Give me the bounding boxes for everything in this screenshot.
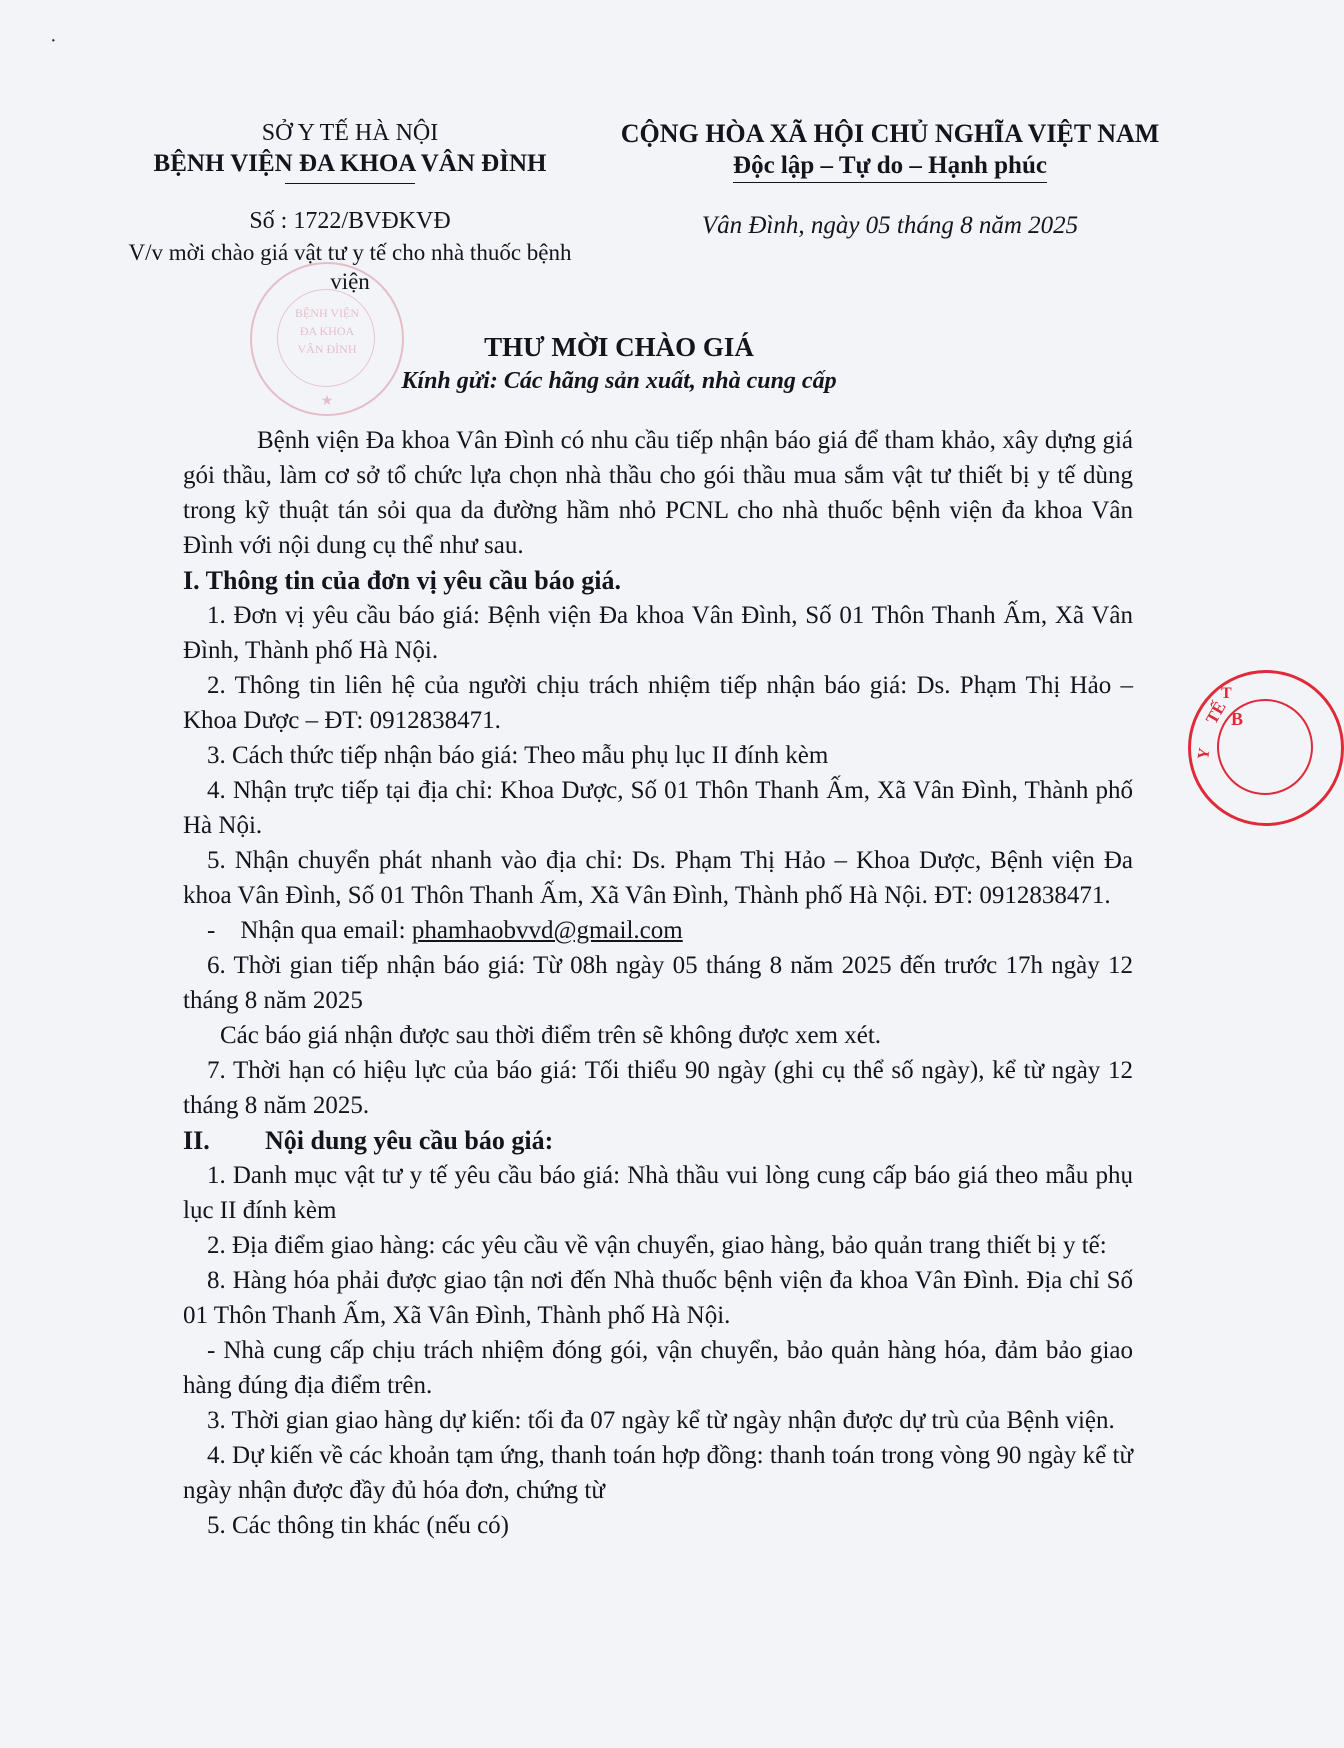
department-name: SỞ Y TẾ HÀ NỘI [261,120,439,146]
section-1-item: 2. Thông tin liên hệ của người chịu trách nhiệm tiếp nhận báo giá: Ds. Phạm Thị Hảo – Khoa Dược – ĐT: 0912838471. [183,672,1133,734]
section-2-item: 3. Thời gian giao hàng dự kiến: tối đa 07 ngày kể từ ngày nhận được dự trù của Bệnh viện. [207,1407,1115,1434]
letter-title: THƯ MỜI CHÀO GIÁ [484,332,754,362]
section-1-item: 6. Thời gian tiếp nhận báo giá: Từ 08h ngày 05 tháng 8 năm 2025 đến trước 17h ngày 12 tháng 8 năm 2025 [183,952,1133,1014]
section-2-item: 5. Các thông tin khác (nếu có) [207,1512,509,1539]
title-block [0,330,1238,396]
place-date: Vân Đình, ngày 05 tháng 8 năm 2025 [701,212,1079,239]
section-2-item: 8. Hàng hóa phải được giao tận nơi đến Nhà thuốc bệnh viện đa khoa Vân Đình. Địa chỉ Số 01 Thôn Thanh Ấm, Xã Vân Đình, Thành phố Hà Nội. [183,1267,1133,1329]
letter-body [183,423,1133,1543]
nation-title: CỘNG HÒA XÃ HỘI CHỦ NGHĨA VIỆT NAM [620,119,1160,148]
national-motto: Độc lập – Tự do – Hạnh phúc [733,150,1047,183]
header-right [590,118,1190,241]
scan-speck: · [50,30,57,52]
section-2-item: 4. Dự kiến về các khoản tạm ứng, thanh toán hợp đồng: thanh toán trong vòng 90 ngày kể từ ngày nhận được đầy đủ hóa đơn, chứng từ [183,1442,1133,1504]
intro-paragraph: Bệnh viện Đa khoa Vân Đình có nhu cầu tiếp nhận báo giá để tham khảo, xây dựng giá gói thầu, làm cơ sở tổ chức lựa chọn nhà thầu cho gói thầu mua sắm vật tư thiết bị y tế dùng trong kỹ thuật tán sỏi qua da đường hầm nhỏ PCNL cho nhà thuốc bệnh viện đa khoa Vân Đình với nội dung cụ thể như sau. [183,427,1133,559]
section-1-heading: I. Thông tin của đơn vị yêu cầu báo giá. [183,566,621,595]
faint-seal-text: BỆNH VIỆN ĐA KHOA VÂN ĐÌNH [294,306,360,356]
red-seal-stamp: T TẾ B Y [1188,670,1344,826]
email-line: - Nhận qua email: phamhaobvvd@gmail.com [207,917,683,944]
header-left-rule [285,183,415,184]
section-1-item: 1. Đơn vị yêu cầu báo giá: Bệnh viện Đa khoa Vân Đình, Số 01 Thôn Thanh Ấm, Xã Vân Đình, Thành phố Hà Nội. [183,602,1133,664]
section-1-item: 7. Thời hạn có hiệu lực của báo giá: Tối thiểu 90 ngày (ghi cụ thể số ngày), kể từ ngày 12 tháng 8 năm 2025. [183,1057,1133,1119]
section-1-item: 5. Nhận chuyển phát nhanh vào địa chỉ: Ds. Phạm Thị Hảo – Khoa Dược, Bệnh viện Đa khoa Vân Đình, Số 01 Thôn Thanh Ấm, Xã Vân Đình, Thành phố Hà Nội. ĐT: 0912838471. [183,847,1133,909]
section-2-item: 2. Địa điểm giao hàng: các yêu cầu về vận chuyển, giao hàng, bảo quản trang thiết bị y tế: [207,1232,1107,1259]
document-subject: V/v mời chào giá vật tư y tế cho nhà thuốc bệnh viện [128,240,572,294]
greeting: Kính gửi: Các hãng sản xuất, nhà cung cấp [401,368,837,394]
section-1-item: 3. Cách thức tiếp nhận báo giá: Theo mẫu phụ lục II đính kèm [207,742,829,769]
faint-seal-star-icon: ★ [320,394,334,409]
section-2-heading: II. Nội dung yêu cầu báo giá: [183,1126,554,1155]
section-1-item: 4. Nhận trực tiếp tại địa chỉ: Khoa Dược, Số 01 Thôn Thanh Ấm, Xã Vân Đình, Thành phố Hà Nội. [183,777,1133,839]
section-1-note: Các báo giá nhận được sau thời điểm trên sẽ không được xem xét. [220,1022,882,1049]
hospital-name: BỆNH VIỆN ĐA KHOA VÂN ĐÌNH [153,150,547,177]
document-number: Số : 1722/BVĐKVĐ [249,208,451,234]
email-link[interactable]: phamhaobvvd@gmail.com [411,917,683,944]
section-2-item: - Nhà cung cấp chịu trách nhiệm đóng gói, vận chuyển, bảo quản hàng hóa, đảm bảo giao hàng đúng địa điểm trên. [183,1337,1133,1399]
section-2-item: 1. Danh mục vật tư y tế yêu cầu báo giá: Nhà thầu vui lòng cung cấp báo giá theo mẫu phụ lục II đính kèm [183,1162,1133,1224]
